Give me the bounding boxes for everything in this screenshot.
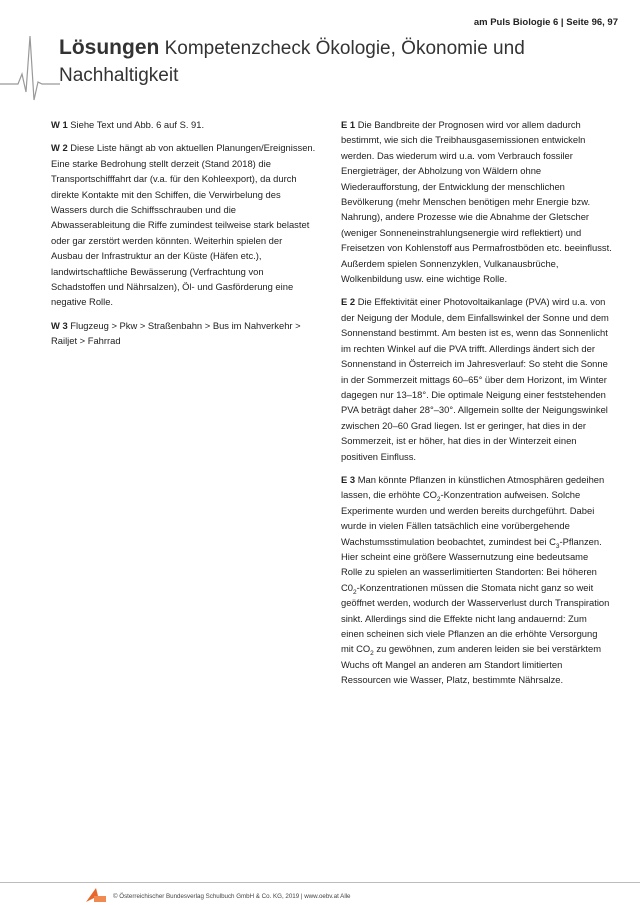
answer-label: W 1 <box>51 119 68 130</box>
heartbeat-line-icon <box>0 26 60 106</box>
answer-text: Flugzeug > Pkw > Straßenbahn > Bus im Nahverkehr > Railjet > Fahrrad <box>51 319 301 347</box>
answer-w2 <box>51 140 316 309</box>
page-reference: am Puls Biologie 6 | Seite 96, 97 <box>473 17 618 28</box>
answer-w3 <box>51 318 316 349</box>
answer-label: W 2 <box>51 142 68 154</box>
answer-text-part: -Konzentrationen müssen die Stomata nicht ganz so weit geöffnet werden, wodurch der Wasserverlust durch Transpiration sinkt. Allerdings sind die Effekte nicht lang andauernd: Zum einen scheinen sich viele Pflanzen an die erhöhte Versorgung mit CO <box>341 581 610 655</box>
answer-label: E 1 <box>341 119 356 130</box>
footer-divider <box>0 882 640 883</box>
answer-w1 <box>51 117 316 132</box>
subscript: 3 <box>555 542 560 550</box>
answer-text: Die Bandbreite der Prognosen wird vor allem dadurch bestimmt, wie sich die Treibhausgasemissionen entwickeln werden. Das wiederum wird u.a. vom Verbrauch fossiler Energieträger, der Abholzung von Wäldern ohne Wiederaufforstung, der Entwicklung der menschlichen Bevölkerung (mehr Menschen benötigen mehr Energie bzw. Nahrung), andere Prozesse wie die Abnahme der Gletscher (weniger Sonneneinstrahlungsenergie wird reflektiert) und Freisetzen von Kohlenstoff aus Permafrostböden etc. beeinflusst. Außerdem spielen Sonnenzyklen, Vulkanausbrüche, Wolkenbildung usw. eine wichtige Rolle. <box>341 119 612 285</box>
subscript: 2 <box>370 650 374 658</box>
page-title <box>59 34 599 89</box>
answer-text-part: Man könnte Pflanzen in künstlichen Atmosphären gedeihen lassen, die erhöhte CO <box>341 473 605 501</box>
left-column <box>51 117 316 357</box>
answer-e2 <box>341 294 612 463</box>
answer-text: Die Effektivität einer Photovoltaikanlage (PVA) wird u.a. von der Neigung der Module, dem Einfallswinkel der Sonne und dem Sonnenstand bestimmt. Am besten ist es, wenn das Sonnenlicht im rechten Winkel auf die PVA trifft. Allerdings ändert sich der Sonnenstand in Österreich im Jahresverlauf: So steht die Sonne in der Sommerzeit mittags 60–65° über dem Horizont, im Winter dagegen nur 13–18°. Die optimale Neigung einer feststehenden PVA beträgt daher 28°–30°. Allgemein sollte der Neigungswinkel zwischen 20–60 Grad liegen. Ist er geringer, hat dies in der Sommerzeit, ist er höher, hat dies in der Winterzeit einen positiven Einfluss. <box>341 296 609 462</box>
right-column <box>341 117 612 696</box>
subscript: 2 <box>352 588 357 596</box>
answer-text: Diese Liste hängt ab von aktuellen Planungen/Ereignissen. Eine starke Bedrohung stellt derzeit (Stand 2018) die Transportschifffahrt dar (v.a. für den Kohleexport), da durch direkte Kontakte mit den Schiffen, die Verwirbelung des Wassers durch die Schiffsschrauben und die Abwasserableitung die Riffe zumindest teilweise stark belastet oder gar zerstört werden könnten. Weiterhin spielen der Ausbau der Infrastruktur an der Küste (Häfen etc.), landwirtschaftliche Bewässerung (Verfrachtung von Schadstoffen und Nährsalzen), Öl- und Gasförderung eine negative Rolle. <box>51 142 316 308</box>
copyright-notice: © Österreichischer Bundesverlag Schulbuch GmbH & Co. KG, 2019 | www.oebv.at Alle <box>113 893 351 900</box>
subscript: 2 <box>436 496 441 504</box>
publisher-logo-icon <box>84 886 108 904</box>
answer-text-part: zu gewöhnen, zum anderen leiden sie bei verstärktem Wuchs oft Mangel an anderen am Standort limitierten Ressourcen wie Wasser, Platz, bestimmte Nährsalze. <box>341 643 602 686</box>
answer-text-part: -Pflanzen. Hier scheint eine größere Wassernutzung eine bedeutsame Rolle zu spielen an wasserlimitierten Standorten: Bei höheren C0 <box>341 535 602 593</box>
answer-e1 <box>341 117 612 286</box>
answer-e3 <box>341 472 612 688</box>
answer-text-part: -Konzentration aufweisen. Solche Experimente wurden und werden bereits durchgeführt. Dabei wurde in vielen Fällen tatsächlich eine vorübergehende Wachstumsstimulation beobachtet, zumindest bei C <box>341 489 595 547</box>
title-bold: Lösungen <box>59 36 160 59</box>
answer-text: Siehe Text und Abb. 6 auf S. 91. <box>70 119 205 130</box>
answer-label: W 3 <box>51 319 68 331</box>
answer-label: E 3 <box>341 473 356 485</box>
title-rest: Kompetenzcheck Ökologie, Ökonomie und Nachhaltigkeit <box>59 38 525 86</box>
answer-label: E 2 <box>341 296 356 308</box>
